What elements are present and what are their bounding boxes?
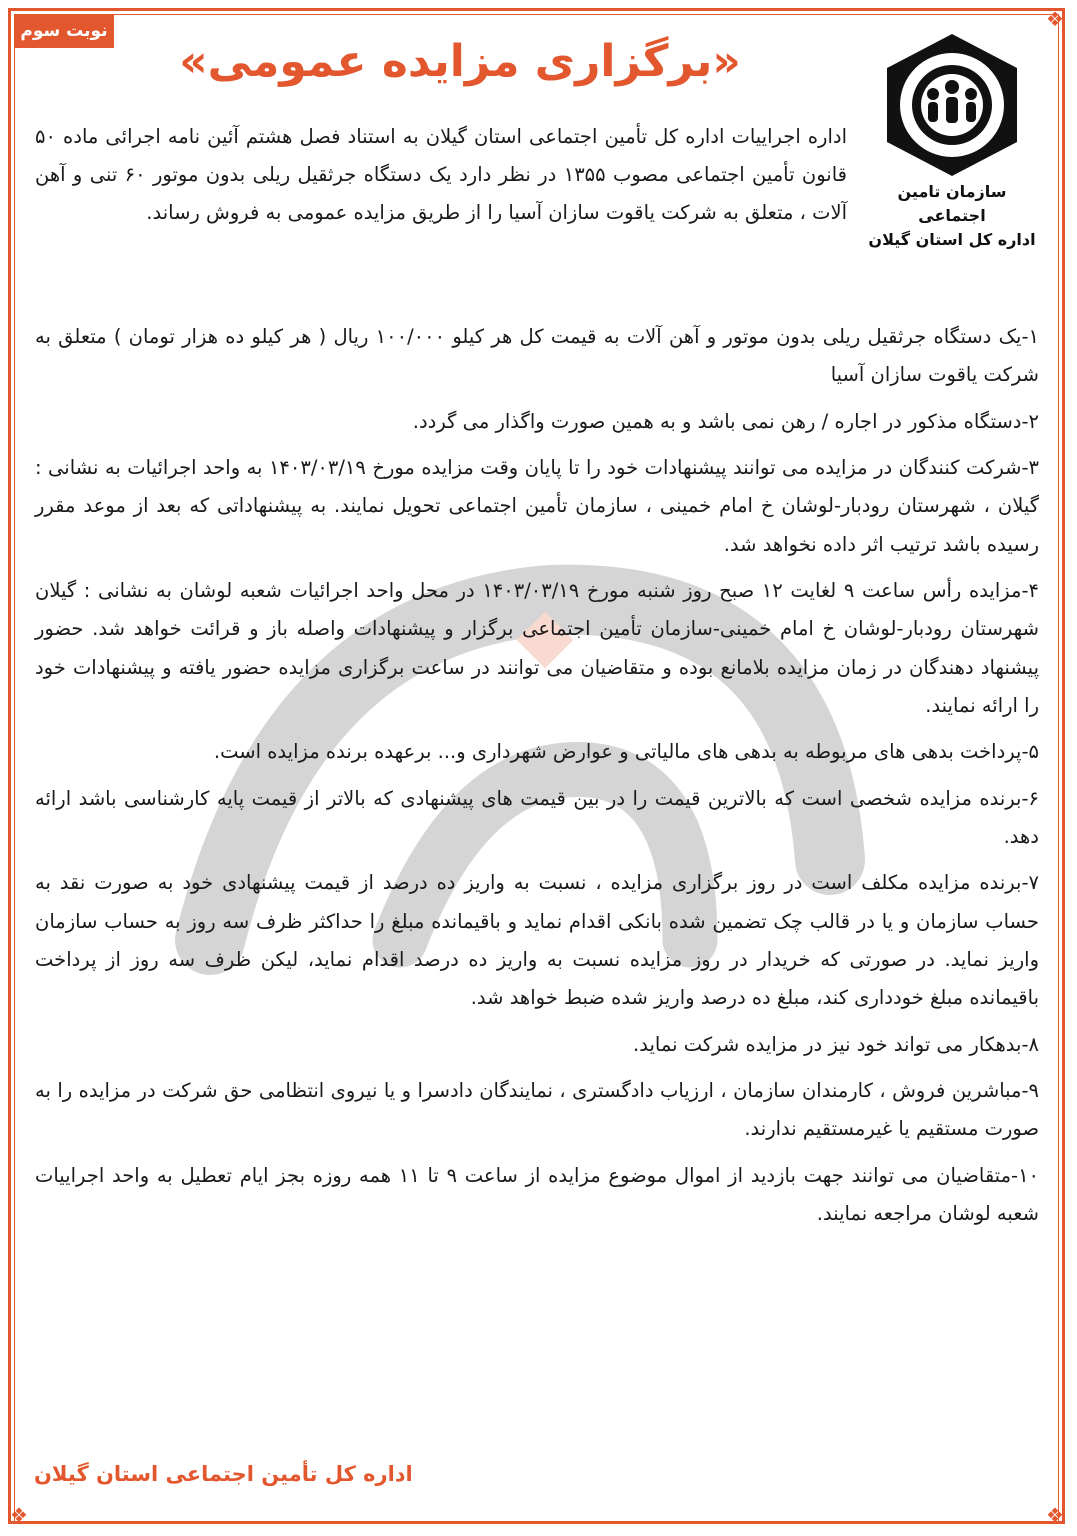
page-title: «برگزاری مزایده عمومی» bbox=[179, 36, 741, 87]
term-item: ۵-پرداخت بدهی های مربوطه به بدهی های مالیاتی و عوارض شهرداری و... برعهده برنده مزایده است. bbox=[213, 740, 1039, 764]
corner-ornament-icon: ❖ bbox=[1046, 7, 1064, 31]
term-item: ۲-دستگاه مذکور در اجاره / رهن نمی باشد و به همین صورت واگذار می گردد. bbox=[412, 409, 1039, 433]
logo-caption-line2: اداره کل استان گیلان bbox=[868, 230, 1036, 249]
publication-round-badge: نوبت سوم bbox=[14, 14, 114, 48]
corner-ornament-icon: ❖ bbox=[1046, 1503, 1064, 1527]
terms-list bbox=[35, 318, 1039, 1241]
intro-paragraph: اداره اجراییات اداره کل تأمین اجتماعی استان گیلان به استناد فصل هشتم آئین نامه اجرائی ماده ۵۰ قانون تأمین اجتماعی مصوب ۱۳۵۵ در نظر دارد یک دستگاه جرثقیل ریلی بدون موتور ۶۰ تنی و آهن آلات ، متعلق به شرکت یاقوت سازان آسیا را از طریق مزایده عمومی به فروش رساند. bbox=[35, 125, 847, 224]
term-item: ۱۰-متقاضیان می توانند جهت بازدید از اموال موضوع مزایده از ساعت ۹ تا ۱۱ همه روزه بجز ایام تعطیل به واحد اجراییات شعبه لوشان مراجعه نمایند. bbox=[35, 1163, 1040, 1225]
issuer-signature: اداره کل تأمین اجتماعی استان گیلان bbox=[34, 1462, 413, 1486]
term-item: ۷-برنده مزایده مکلف است در روز برگزاری مزایده ، نسبت به واریز ده درصد از قیمت پیشنهادی خود به صورت نقد به حساب سازمان و یا در قالب چک تضمین شده بانکی اقدام نماید و باقیمانده مبلغ را حداکثر ظرف سه روز به حساب سازمان واریز نماید. در صورتی که خریدار در روز مزایده نسبت به واریز ده درصد اقدام نماید، لیکن ظرف سه روز از پرداخت باقیمانده مبلغ خودداری کند، مبلغ ده درصد واریز شده ضبط خواهد شد. bbox=[35, 871, 1039, 1010]
term-item: ۳-شرکت کنندگان در مزایده می توانند پیشنهادات خود را تا پایان وقت مزایده مورخ ۱۴۰۳/۰۳/۱۹ به واحد اجرائیات به نشانی : گیلان ، شهرستان رودبار-لوشان خ امام خمینی ، سازمان تأمین اجتماعی تحویل نمایند. به پیشنهاداتی که بعد از موعد مقرر رسیده باشد ترتیب اثر داده نخواهد شد. bbox=[35, 456, 1039, 556]
organization-logo bbox=[867, 30, 1037, 265]
term-item: ۶-برنده مزایده شخصی است که بالاترین قیمت را در بین قیمت های پیشنهادی که بالاتر از قیمت پایه کارشناسی باشد ارائه دهد. bbox=[35, 786, 1039, 848]
corner-ornament-icon: ❖ bbox=[10, 1503, 28, 1527]
term-item: ۱-یک دستگاه جرثقیل ریلی بدون موتور و آهن آلات به قیمت کل هر کیلو ۱۰۰/۰۰۰ ریال ( هر کیلو ده هزار تومان ) متعلق به شرکت یاقوت سازان آسیا bbox=[35, 325, 1039, 387]
logo-caption-line1: سازمان تامین اجتماعی bbox=[897, 182, 1007, 225]
term-item: ۸-بدهکار می تواند خود نیز در مزایده شرکت نماید. bbox=[633, 1032, 1039, 1056]
social-security-logo-icon bbox=[877, 30, 1027, 180]
term-item: ۴-مزایده رأس ساعت ۹ لغایت ۱۲ صبح روز شنبه مورخ ۱۴۰۳/۰۳/۱۹ در محل واحد اجرائیات شعبه لوشان به نشانی : گیلان شهرستان رودبار-لوشان خ امام خمینی-سازمان تأمین اجتماعی برگزار و پیشنهادات واصله باز و قرائت خواهد شد. حضور پیشنهاد دهندگان در زمان مزایده بلامانع بوده و متقاضیان می توانند در ساعت برگزاری مزایده حضور یافته و پیشنهادات خود را ارائه نمایند. bbox=[35, 579, 1039, 717]
term-item: ۹-مباشرین فروش ، کارمندان سازمان ، ارزیاب دادگستری ، نمایندگان دادسرا و یا نیروی انتظامی حق شرکت در مزایده را به صورت مستقیم یا غیرمستقیم ندارند. bbox=[35, 1079, 1039, 1141]
